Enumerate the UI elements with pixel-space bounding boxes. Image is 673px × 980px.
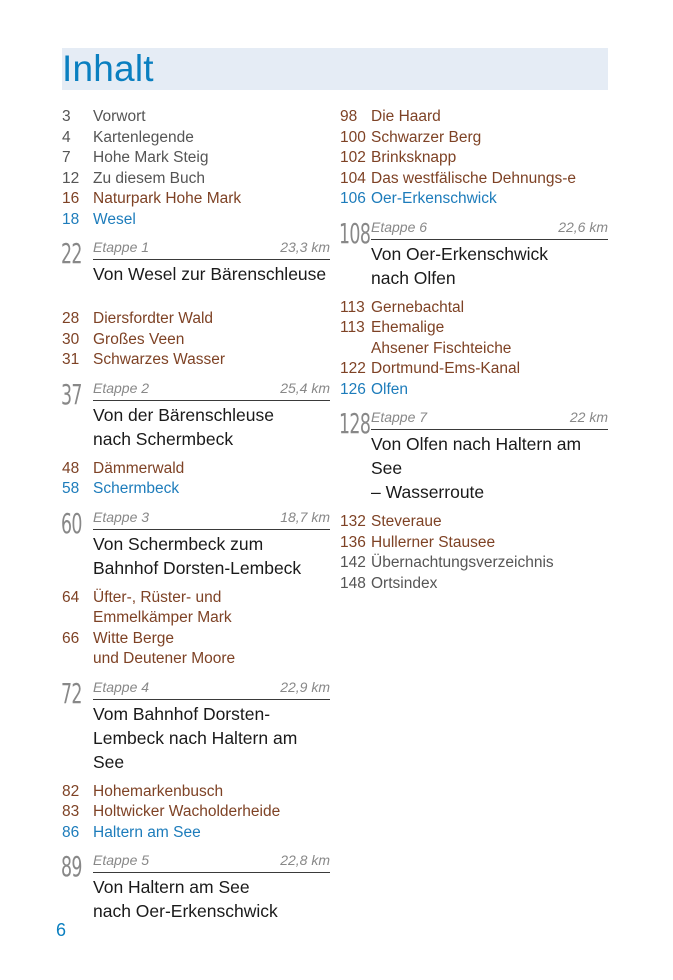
toc-entry-title: Diersfordter Wald bbox=[93, 310, 214, 327]
toc-page-number: 30 bbox=[62, 330, 80, 348]
page-number: 6 bbox=[56, 920, 67, 940]
toc-page-number: 106 bbox=[340, 190, 366, 207]
toc-entry[interactable] bbox=[62, 823, 330, 844]
toc-stage[interactable] bbox=[340, 409, 608, 504]
stage-header bbox=[371, 219, 608, 240]
stage-title-line: nach Olfen bbox=[371, 267, 456, 288]
stage-label: Etappe 5 bbox=[93, 852, 150, 868]
toc-entry[interactable] bbox=[340, 128, 608, 149]
toc-stage[interactable] bbox=[339, 216, 608, 290]
toc-page-number: 136 bbox=[340, 533, 366, 551]
stage-header bbox=[93, 679, 330, 700]
stage-distance: 22,8 km bbox=[280, 852, 330, 868]
toc-entry-title: Zu diesem Buch bbox=[93, 169, 205, 187]
stage-title-line: nach Oer-Erkenschwick bbox=[93, 901, 278, 921]
toc-entry-title: Holtwicker Wacholderheide bbox=[93, 803, 281, 820]
toc-entry-title: Wesel bbox=[93, 210, 136, 228]
stage-title-line: Bahnhof Dorsten-Lembeck bbox=[93, 557, 302, 578]
toc-entry[interactable] bbox=[62, 210, 330, 231]
toc-page-number: 100 bbox=[340, 128, 366, 146]
toc-entry-title: Hullerner Stausee bbox=[371, 533, 496, 551]
stage-page-number: 22 bbox=[61, 237, 82, 270]
toc-entry-title: Großes Veen bbox=[93, 330, 185, 348]
toc-page-number: 18 bbox=[62, 210, 80, 228]
toc-stage[interactable] bbox=[62, 852, 330, 923]
stage-label: Etappe 7 bbox=[371, 409, 428, 425]
toc-entry[interactable] bbox=[340, 169, 608, 190]
toc-entry[interactable] bbox=[62, 128, 330, 149]
toc-entry[interactable] bbox=[62, 189, 330, 210]
stage-title bbox=[93, 262, 330, 286]
title-bar bbox=[62, 48, 608, 90]
toc-entry[interactable] bbox=[62, 588, 330, 629]
toc-entry-title: Steveraue bbox=[371, 513, 442, 530]
toc-page-number: 58 bbox=[62, 480, 80, 497]
stage-page-number: 72 bbox=[61, 676, 82, 710]
toc-entry[interactable] bbox=[340, 512, 608, 533]
toc-entry-title: Oer-Erkenschwick bbox=[371, 190, 497, 207]
toc-entry-title: Naturpark Hohe Mark bbox=[93, 190, 242, 207]
stage-title bbox=[93, 875, 330, 923]
toc-stage[interactable] bbox=[61, 676, 330, 774]
toc-entry-title: und Deutener Moore bbox=[93, 650, 236, 667]
stage-title-line: Von Wesel zur Bärenschleuse bbox=[93, 264, 327, 284]
toc-entry[interactable] bbox=[340, 533, 608, 554]
toc-entry[interactable] bbox=[340, 574, 608, 595]
toc-entry-title: Vorwort bbox=[93, 108, 146, 125]
toc-page-number: 83 bbox=[62, 803, 80, 820]
toc-page-number: 4 bbox=[62, 128, 71, 146]
stage-title-line: Von Olfen nach Haltern am See bbox=[371, 434, 582, 478]
toc-page-number: 86 bbox=[62, 823, 80, 841]
stage-header bbox=[93, 852, 330, 873]
stage-header bbox=[93, 239, 330, 260]
toc-entry-title: Dämmerwald bbox=[93, 459, 185, 477]
toc-entry-title: Ahsener Fischteiche bbox=[371, 339, 512, 357]
stage-distance: 23,3 km bbox=[280, 239, 330, 255]
toc-entry[interactable] bbox=[340, 148, 608, 169]
stage-title-line: – Wasserroute bbox=[371, 482, 485, 502]
stage-title-line: nach Schermbeck bbox=[93, 428, 234, 449]
stage-title bbox=[371, 242, 608, 290]
stage-title-line: Von Haltern am See bbox=[93, 877, 250, 897]
stage-label: Etappe 6 bbox=[371, 218, 428, 235]
toc-page-number: 142 bbox=[340, 554, 366, 571]
toc-page-number: 102 bbox=[340, 149, 366, 166]
toc-entry[interactable] bbox=[62, 802, 330, 823]
stage-title bbox=[93, 532, 330, 580]
toc-entry-title: Schwarzes Wasser bbox=[93, 351, 226, 368]
toc-entry-title: Hohe Mark Steig bbox=[93, 149, 209, 166]
toc-page-number: 104 bbox=[340, 169, 366, 187]
toc-entry-title: Emmelkämper Mark bbox=[93, 609, 232, 626]
toc-entry[interactable] bbox=[340, 189, 608, 210]
toc-entry[interactable] bbox=[340, 318, 608, 359]
stage-title-line: Von der Bärenschleuse bbox=[93, 404, 274, 425]
toc-entry[interactable] bbox=[62, 148, 330, 169]
stage-page-number: 128 bbox=[339, 407, 371, 440]
toc-stage[interactable] bbox=[62, 239, 330, 301]
toc-page-number: 3 bbox=[62, 108, 71, 125]
toc-entry-title: Olfen bbox=[371, 380, 409, 398]
toc-entry[interactable] bbox=[340, 298, 608, 319]
toc-page-number: 7 bbox=[62, 149, 71, 166]
toc-entry[interactable] bbox=[340, 380, 608, 401]
toc-right-column bbox=[340, 107, 608, 594]
toc-page-number: 16 bbox=[62, 190, 80, 207]
toc-entry[interactable] bbox=[62, 782, 330, 803]
toc-entry-title: Übernachtungsverzeichnis bbox=[371, 554, 554, 571]
stage-title-line: Vom Bahnhof Dorsten- bbox=[93, 703, 271, 724]
toc-entry[interactable] bbox=[62, 309, 330, 330]
stage-page-number: 37 bbox=[61, 377, 82, 411]
toc-page-number: 148 bbox=[340, 574, 366, 592]
toc-page-number: 66 bbox=[62, 629, 80, 647]
toc-entry[interactable] bbox=[340, 107, 608, 128]
stage-header bbox=[93, 509, 330, 530]
toc-stage[interactable] bbox=[61, 377, 330, 451]
toc-entry[interactable] bbox=[62, 169, 330, 190]
toc-page-number: 31 bbox=[62, 351, 80, 368]
stage-title bbox=[371, 432, 608, 504]
toc-page-number: 28 bbox=[62, 310, 80, 327]
toc-entry[interactable] bbox=[62, 459, 330, 480]
toc-entry-title: Das westfälische Dehnungs-e bbox=[371, 169, 577, 187]
stage-distance: 22,9 km bbox=[280, 678, 330, 695]
toc-page-number: 48 bbox=[62, 459, 80, 477]
toc-entry-title: Gernebachtal bbox=[371, 298, 465, 316]
stage-title bbox=[93, 403, 330, 451]
toc-entry-title: Die Haard bbox=[371, 108, 441, 125]
stage-distance: 18,7 km bbox=[280, 508, 330, 525]
toc-entry[interactable] bbox=[62, 629, 330, 670]
stage-page-number: 60 bbox=[61, 506, 82, 540]
toc-entry-title: Schwarzer Berg bbox=[371, 128, 482, 146]
stage-page-number: 108 bbox=[339, 216, 371, 250]
stage-distance: 25,4 km bbox=[280, 379, 330, 396]
toc-entry-title: Ortsindex bbox=[371, 574, 438, 592]
toc-page-number: 82 bbox=[62, 782, 80, 800]
stage-distance: 22,6 km bbox=[558, 218, 608, 235]
toc-page-number: 12 bbox=[62, 169, 80, 187]
toc-stage[interactable] bbox=[61, 506, 330, 580]
toc-left-column bbox=[62, 107, 330, 931]
stage-title-line: Von Oer-Erkenschwick bbox=[371, 243, 549, 264]
toc-page-number: 126 bbox=[340, 380, 366, 398]
stage-distance: 22 km bbox=[569, 409, 608, 425]
toc-page-number: 122 bbox=[340, 360, 366, 377]
stage-header bbox=[371, 409, 608, 430]
toc-page-number: 113 bbox=[340, 319, 365, 336]
toc-entry-title: Dortmund-Ems-Kanal bbox=[371, 360, 521, 377]
toc-entry[interactable] bbox=[62, 479, 330, 500]
toc-entry-title: Ehemalige bbox=[371, 319, 445, 336]
stage-label: Etappe 1 bbox=[93, 239, 150, 255]
page-title: Inhalt bbox=[62, 48, 154, 89]
toc-entry-title: Schermbeck bbox=[93, 480, 180, 497]
stage-label: Etappe 3 bbox=[93, 508, 150, 525]
toc-entry[interactable] bbox=[62, 107, 330, 128]
stage-title bbox=[93, 702, 330, 774]
toc-page-number: 113 bbox=[340, 298, 365, 316]
stage-title-line: Lembeck nach Haltern am See bbox=[93, 727, 298, 772]
toc-entry-title: Üfter-, Rüster- und bbox=[93, 588, 222, 606]
toc-entry-title: Brinksknapp bbox=[371, 149, 457, 166]
toc-entry[interactable] bbox=[62, 330, 330, 351]
toc-entry[interactable] bbox=[340, 553, 608, 574]
toc-entry-title: Hohemarkenbusch bbox=[93, 782, 224, 800]
toc-entry[interactable] bbox=[340, 359, 608, 380]
stage-label: Etappe 2 bbox=[93, 379, 150, 396]
toc-entry[interactable] bbox=[62, 350, 330, 371]
toc-page-number: 132 bbox=[340, 513, 366, 530]
toc-entry-title: Witte Berge bbox=[93, 629, 174, 647]
toc-page-number: 98 bbox=[340, 108, 358, 125]
toc-entry-title: Kartenlegende bbox=[93, 128, 194, 146]
toc-entry-title: Haltern am See bbox=[93, 823, 201, 841]
toc-page-number: 64 bbox=[62, 588, 80, 606]
stage-label: Etappe 4 bbox=[93, 678, 150, 695]
stage-title-line: Von Schermbeck zum bbox=[93, 533, 264, 554]
stage-page-number: 89 bbox=[61, 850, 82, 883]
stage-header bbox=[93, 380, 330, 401]
